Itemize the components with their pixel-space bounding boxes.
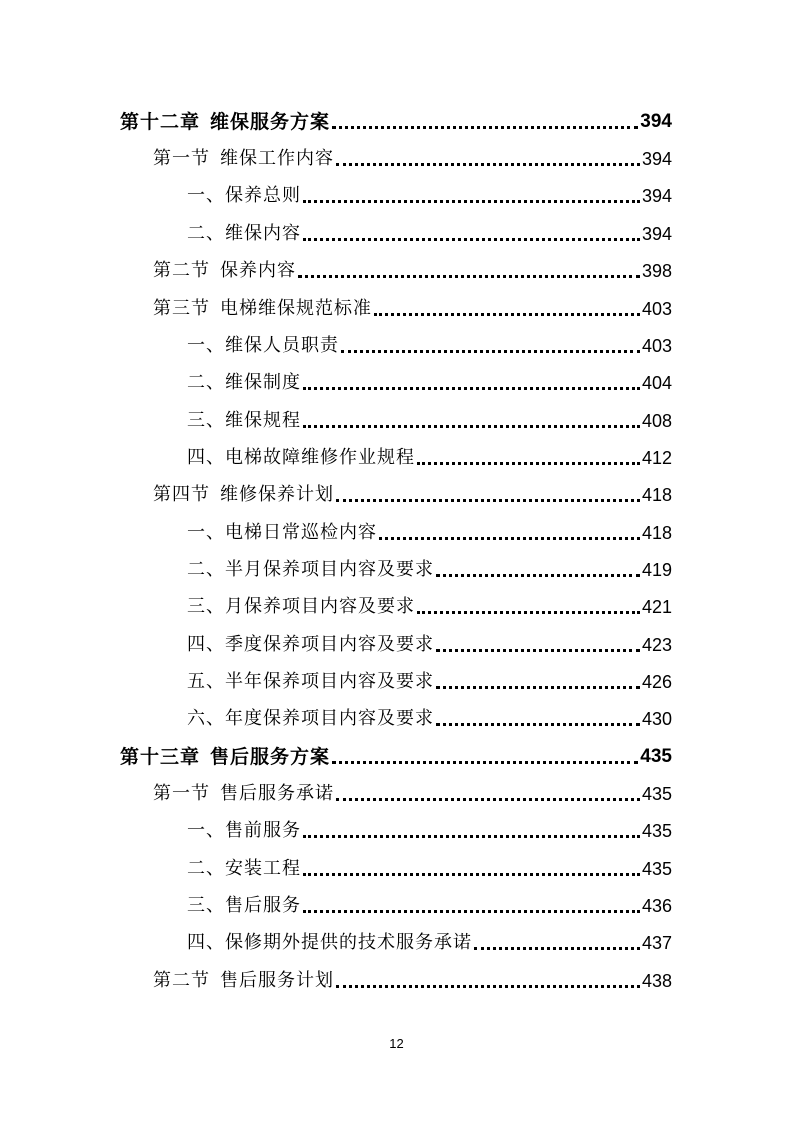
toc-entry-page: 412 [641, 448, 672, 468]
toc-entry-label [153, 484, 334, 506]
toc-entry-prefix: 一、 [187, 335, 225, 356]
toc-entry-prefix: 第二节 [153, 970, 210, 991]
toc-entry-label [187, 671, 434, 693]
toc-entry-prefix: 第一节 [153, 148, 210, 169]
dot-leader [336, 985, 640, 988]
toc-entry-label [187, 223, 301, 245]
toc-entry-title: 电梯故障维修作业规程 [225, 447, 415, 468]
toc-entry-page: 403 [641, 299, 672, 319]
toc-entry-title: 售后服务计划 [220, 970, 334, 991]
toc-entry-prefix: 四、 [187, 932, 225, 953]
dot-leader [436, 649, 640, 652]
toc-entry-page: 394 [641, 149, 672, 169]
dot-leader [417, 462, 640, 465]
toc-entry-page: 435 [641, 859, 672, 879]
toc-entry-prefix: 一、 [187, 820, 225, 841]
toc-entry-page: 423 [641, 635, 672, 655]
toc-entry-prefix: 三、 [187, 895, 225, 916]
toc-entry-page: 437 [641, 933, 672, 953]
toc-entry-title: 保养总则 [225, 185, 301, 206]
toc-entry[interactable] [187, 179, 672, 207]
toc-entry-prefix: 二、 [187, 372, 225, 393]
toc-entry-page: 398 [641, 261, 672, 281]
toc-entry-page: 394 [640, 111, 672, 132]
toc-entry-prefix: 六、 [187, 708, 225, 729]
toc-entry[interactable] [120, 105, 672, 133]
toc-entry-title: 季度保养项目内容及要求 [225, 634, 434, 655]
toc-entry-prefix: 一、 [187, 185, 225, 206]
toc-entry-prefix: 四、 [187, 634, 225, 655]
toc-entry-label [187, 596, 415, 618]
dot-leader [332, 126, 638, 129]
toc-entry-title: 维保规程 [225, 410, 301, 431]
toc-entry-title: 维保内容 [225, 223, 301, 244]
dot-leader [436, 686, 640, 689]
toc-entry-label [187, 335, 339, 357]
toc-entry-page: 418 [641, 523, 672, 543]
toc-entry-label [187, 932, 472, 954]
toc-entry-label [187, 895, 301, 917]
toc-entry[interactable] [187, 852, 672, 880]
toc-entry-page: 403 [641, 336, 672, 356]
toc-entry-page: 435 [641, 821, 672, 841]
toc-entry[interactable] [187, 329, 672, 357]
toc-entry-page: 408 [641, 411, 672, 431]
dot-leader [341, 350, 640, 353]
toc-entry-title: 维保工作内容 [220, 148, 334, 169]
toc-entry[interactable] [187, 702, 672, 730]
toc-entry-title: 售前服务 [225, 820, 301, 841]
dot-leader [303, 387, 640, 390]
toc-entry-label [187, 858, 301, 880]
toc-entry-title: 保养内容 [220, 260, 296, 281]
toc-entry-label [187, 522, 377, 544]
toc-entry[interactable] [153, 292, 672, 320]
toc-entry-label [187, 634, 434, 656]
toc-entry-page: 436 [641, 896, 672, 916]
toc-entry-page: 404 [641, 373, 672, 393]
toc-entry-prefix: 二、 [187, 223, 225, 244]
toc-entry-prefix: 第十三章 [120, 746, 201, 768]
toc-entry-page: 419 [641, 560, 672, 580]
toc-entry[interactable] [153, 142, 672, 170]
toc-entry-page: 435 [640, 746, 672, 767]
toc-entry-prefix: 第一节 [153, 783, 210, 804]
toc-entry[interactable] [187, 366, 672, 394]
toc-entry-prefix: 二、 [187, 559, 225, 580]
toc-entry-label [187, 410, 301, 432]
toc-entry[interactable] [187, 590, 672, 618]
toc-entry-title: 售后服务方案 [210, 746, 331, 768]
toc-entry-title: 维保人员职责 [225, 335, 339, 356]
dot-leader [474, 947, 640, 950]
toc-entry-title: 售后服务 [225, 895, 301, 916]
toc-entry[interactable] [187, 926, 672, 954]
toc-entry-label [187, 447, 415, 469]
toc-entry-title: 维保服务方案 [210, 111, 331, 133]
toc-entry-title: 半月保养项目内容及要求 [225, 559, 434, 580]
toc-entry-page: 394 [641, 186, 672, 206]
toc-entry-title: 年度保养项目内容及要求 [225, 708, 434, 729]
toc-entry-page: 394 [641, 224, 672, 244]
toc-entry-title: 电梯维保规范标准 [220, 298, 372, 319]
toc-entry-prefix: 二、 [187, 858, 225, 879]
dot-leader [332, 761, 638, 764]
dot-leader [436, 723, 640, 726]
dot-leader [379, 537, 640, 540]
toc-entry-label [187, 820, 301, 842]
dot-leader [336, 499, 640, 502]
toc-entry[interactable] [187, 628, 672, 656]
toc-entry-label [153, 260, 296, 282]
toc-entry-prefix: 第三节 [153, 298, 210, 319]
toc-entry-prefix: 第十二章 [120, 111, 201, 133]
toc-entry-page: 435 [641, 784, 672, 804]
toc-entry[interactable] [187, 217, 672, 245]
dot-leader [303, 873, 640, 876]
toc-entry-page: 426 [641, 672, 672, 692]
toc-entry-label [153, 148, 334, 170]
toc-entry-prefix: 一、 [187, 522, 225, 543]
dot-leader [303, 425, 640, 428]
toc-entry-label [187, 559, 434, 581]
toc-entry-prefix: 四、 [187, 447, 225, 468]
toc-entry-title: 月保养项目内容及要求 [225, 596, 415, 617]
dot-leader [336, 798, 640, 801]
toc-entry-prefix: 第四节 [153, 484, 210, 505]
toc-entry[interactable] [187, 441, 672, 469]
toc-entry[interactable] [120, 740, 672, 768]
toc-entry[interactable] [187, 516, 672, 544]
toc-entry[interactable] [153, 777, 672, 805]
toc-entry-prefix: 三、 [187, 596, 225, 617]
toc-entry-label [187, 185, 301, 207]
toc-entry-page: 430 [641, 709, 672, 729]
toc-entry[interactable] [187, 814, 672, 842]
dot-leader [298, 275, 640, 278]
toc-entry-label [120, 111, 330, 133]
toc-entry-label [153, 298, 372, 320]
dot-leader [417, 611, 640, 614]
toc-entry[interactable] [187, 665, 672, 693]
toc-entry-title: 维保制度 [225, 372, 301, 393]
toc-entry-title: 售后服务承诺 [220, 783, 334, 804]
toc-entry-title: 半年保养项目内容及要求 [225, 671, 434, 692]
dot-leader [436, 574, 640, 577]
toc-entry[interactable] [187, 404, 672, 432]
toc-entry-label [187, 372, 301, 394]
toc-entry-label [153, 783, 334, 805]
toc-entry-prefix: 五、 [187, 671, 225, 692]
dot-leader [303, 835, 640, 838]
dot-leader [303, 910, 640, 913]
dot-leader [303, 238, 640, 241]
toc-entry[interactable] [187, 553, 672, 581]
toc-entry-label [120, 746, 330, 768]
toc-entry-title: 维修保养计划 [220, 484, 334, 505]
dot-leader [374, 313, 640, 316]
toc-entry-prefix: 第二节 [153, 260, 210, 281]
toc-entry[interactable] [187, 889, 672, 917]
dot-leader [303, 200, 640, 203]
toc-entry-label [153, 970, 334, 992]
dot-leader [336, 163, 640, 166]
toc-entry[interactable] [153, 478, 672, 506]
toc-entry-title: 安装工程 [225, 858, 301, 879]
toc-entry-page: 421 [641, 597, 672, 617]
toc-entry-title: 保修期外提供的技术服务承诺 [225, 932, 472, 953]
toc-entry-page: 418 [641, 485, 672, 505]
toc-entry-title: 电梯日常巡检内容 [225, 522, 377, 543]
toc-entry-label [187, 708, 434, 730]
toc-entry[interactable] [153, 254, 672, 282]
page-number: 12 [389, 1036, 404, 1051]
toc-entry-page: 438 [641, 971, 672, 991]
toc-entry-prefix: 三、 [187, 410, 225, 431]
toc-entry[interactable] [153, 964, 672, 992]
